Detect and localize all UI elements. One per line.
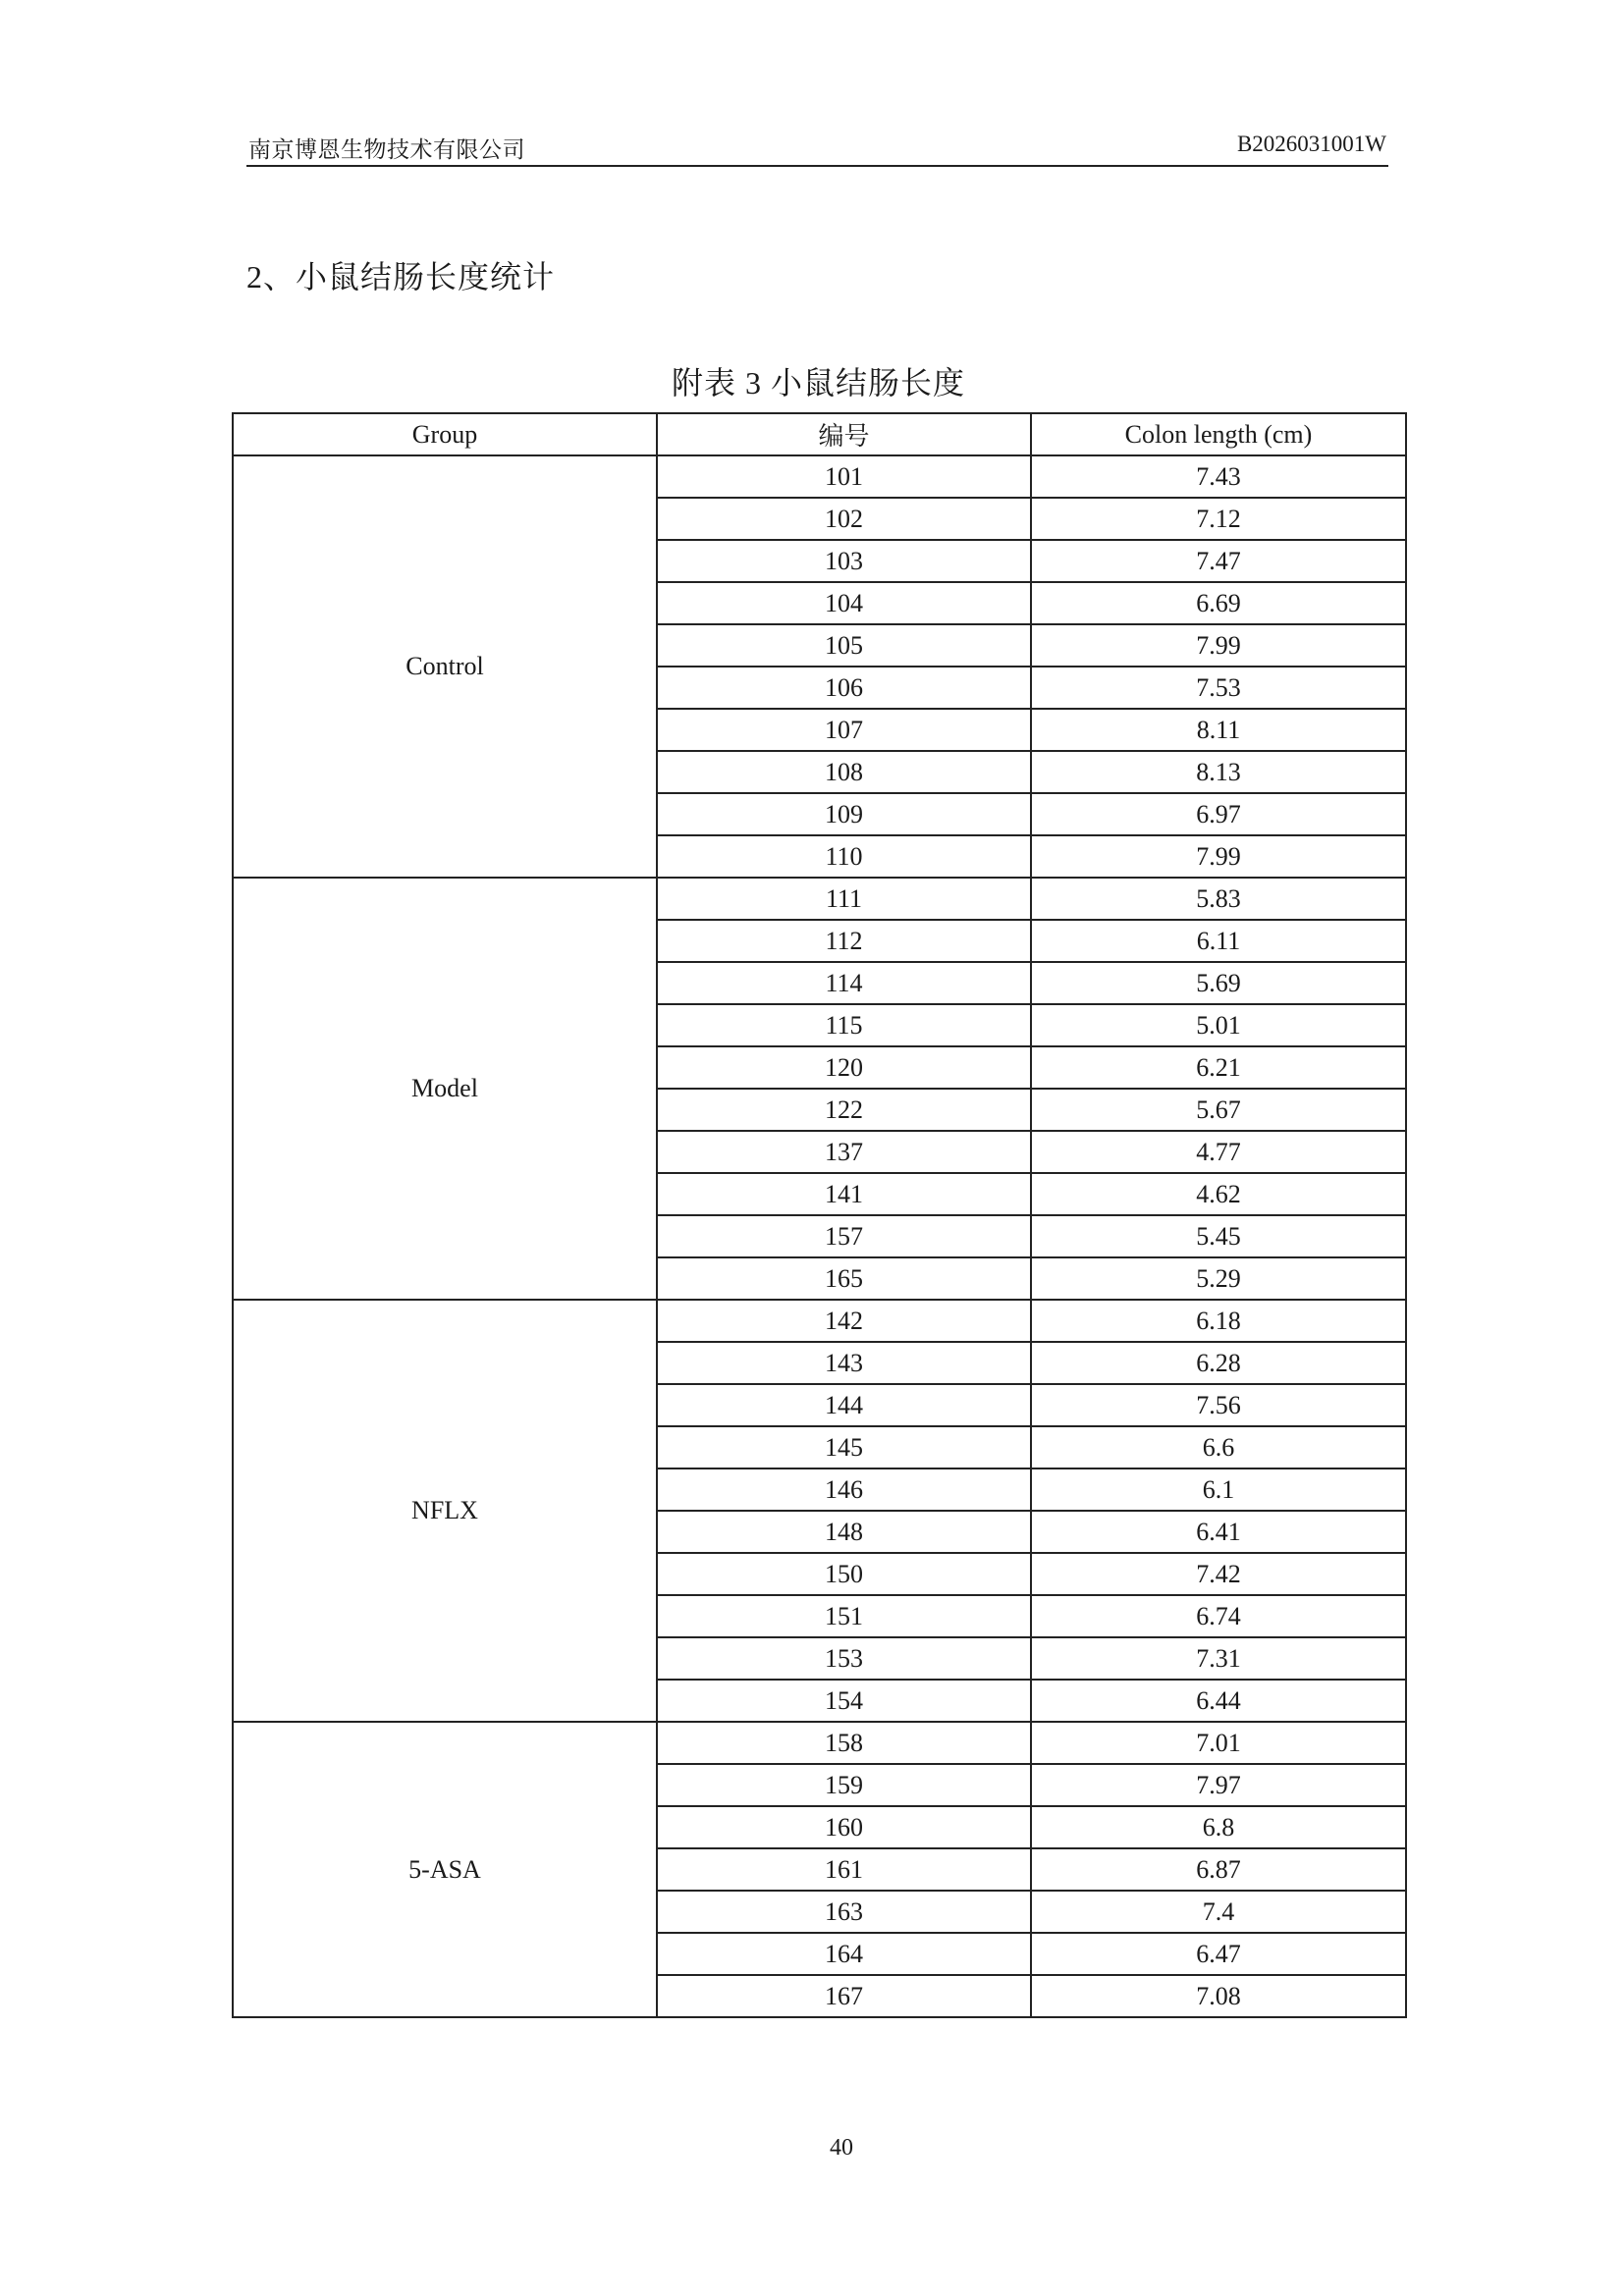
- colon-length-cell: 8.11: [1031, 709, 1406, 751]
- colon-length-cell: 6.47: [1031, 1933, 1406, 1975]
- column-header-group: Group: [233, 413, 657, 455]
- colon-length-cell: 4.77: [1031, 1131, 1406, 1173]
- table-row: [233, 1300, 1406, 1342]
- colon-length-cell: 7.31: [1031, 1637, 1406, 1680]
- animal-id-cell: 159: [657, 1764, 1031, 1806]
- colon-length-cell: 7.53: [1031, 667, 1406, 709]
- company-name: 南京博恩生物技术有限公司: [248, 137, 525, 162]
- animal-id-cell: 165: [657, 1257, 1031, 1300]
- animal-id-cell: 101: [657, 455, 1031, 498]
- colon-length-cell: 6.41: [1031, 1511, 1406, 1553]
- colon-length-cell: 6.8: [1031, 1806, 1406, 1848]
- animal-id-cell: 150: [657, 1553, 1031, 1595]
- colon-length-cell: 6.21: [1031, 1046, 1406, 1089]
- animal-id-cell: 120: [657, 1046, 1031, 1089]
- animal-id-cell: 144: [657, 1384, 1031, 1426]
- colon-length-cell: 7.56: [1031, 1384, 1406, 1426]
- animal-id-cell: 114: [657, 962, 1031, 1004]
- animal-id-cell: 143: [657, 1342, 1031, 1384]
- page-number: 40: [830, 2135, 853, 2161]
- group-cell: NFLX: [233, 1300, 657, 1722]
- colon-length-cell: 6.87: [1031, 1848, 1406, 1891]
- animal-id-cell: 103: [657, 540, 1031, 582]
- column-header-id: 编号: [657, 413, 1031, 455]
- animal-id-cell: 105: [657, 624, 1031, 667]
- animal-id-cell: 160: [657, 1806, 1031, 1848]
- colon-length-cell: 7.47: [1031, 540, 1406, 582]
- colon-length-cell: 5.29: [1031, 1257, 1406, 1300]
- colon-length-cell: 5.01: [1031, 1004, 1406, 1046]
- animal-id-cell: 163: [657, 1891, 1031, 1933]
- colon-length-cell: 7.4: [1031, 1891, 1406, 1933]
- group-cell: Control: [233, 455, 657, 878]
- animal-id-cell: 141: [657, 1173, 1031, 1215]
- colon-length-cell: 6.1: [1031, 1468, 1406, 1511]
- table-row: [233, 455, 1406, 498]
- table-header-row: [233, 413, 1406, 455]
- colon-length-cell: 5.69: [1031, 962, 1406, 1004]
- colon-length-cell: 7.99: [1031, 624, 1406, 667]
- colon-length-cell: 7.43: [1031, 455, 1406, 498]
- animal-id-cell: 153: [657, 1637, 1031, 1680]
- animal-id-cell: 158: [657, 1722, 1031, 1764]
- animal-id-cell: 164: [657, 1933, 1031, 1975]
- section-heading: 2、小鼠结肠长度统计: [246, 259, 556, 294]
- colon-length-cell: 5.45: [1031, 1215, 1406, 1257]
- animal-id-cell: 157: [657, 1215, 1031, 1257]
- animal-id-cell: 104: [657, 582, 1031, 624]
- colon-length-cell: 6.11: [1031, 920, 1406, 962]
- colon-length-cell: 6.6: [1031, 1426, 1406, 1468]
- animal-id-cell: 115: [657, 1004, 1031, 1046]
- animal-id-cell: 142: [657, 1300, 1031, 1342]
- animal-id-cell: 161: [657, 1848, 1031, 1891]
- colon-length-cell: 5.67: [1031, 1089, 1406, 1131]
- colon-length-table: [232, 412, 1407, 2018]
- colon-length-cell: 6.28: [1031, 1342, 1406, 1384]
- colon-length-cell: 7.12: [1031, 498, 1406, 540]
- colon-length-cell: 7.42: [1031, 1553, 1406, 1595]
- colon-length-cell: 7.01: [1031, 1722, 1406, 1764]
- animal-id-cell: 108: [657, 751, 1031, 793]
- animal-id-cell: 145: [657, 1426, 1031, 1468]
- colon-length-cell: 6.97: [1031, 793, 1406, 835]
- colon-length-cell: 7.99: [1031, 835, 1406, 878]
- colon-length-cell: 6.18: [1031, 1300, 1406, 1342]
- animal-id-cell: 122: [657, 1089, 1031, 1131]
- group-cell: 5-ASA: [233, 1722, 657, 2017]
- animal-id-cell: 110: [657, 835, 1031, 878]
- colon-length-cell: 4.62: [1031, 1173, 1406, 1215]
- animal-id-cell: 106: [657, 667, 1031, 709]
- colon-length-cell: 6.74: [1031, 1595, 1406, 1637]
- colon-length-cell: 8.13: [1031, 751, 1406, 793]
- column-header-colon-length: Colon length (cm): [1031, 413, 1406, 455]
- colon-length-cell: 7.08: [1031, 1975, 1406, 2017]
- colon-length-cell: 6.69: [1031, 582, 1406, 624]
- table-caption: 附表 3 小鼠结肠长度: [671, 365, 965, 400]
- animal-id-cell: 107: [657, 709, 1031, 751]
- animal-id-cell: 109: [657, 793, 1031, 835]
- report-code: B2026031001W: [1236, 132, 1386, 156]
- animal-id-cell: 148: [657, 1511, 1031, 1553]
- animal-id-cell: 112: [657, 920, 1031, 962]
- colon-length-cell: 5.83: [1031, 878, 1406, 920]
- animal-id-cell: 167: [657, 1975, 1031, 2017]
- animal-id-cell: 146: [657, 1468, 1031, 1511]
- animal-id-cell: 111: [657, 878, 1031, 920]
- page-header: [246, 128, 1388, 167]
- table-body: [233, 455, 1406, 2017]
- colon-length-cell: 6.44: [1031, 1680, 1406, 1722]
- animal-id-cell: 154: [657, 1680, 1031, 1722]
- table-row: [233, 878, 1406, 920]
- animal-id-cell: 137: [657, 1131, 1031, 1173]
- table-row: [233, 1722, 1406, 1764]
- colon-length-cell: 7.97: [1031, 1764, 1406, 1806]
- group-cell: Model: [233, 878, 657, 1300]
- animal-id-cell: 102: [657, 498, 1031, 540]
- animal-id-cell: 151: [657, 1595, 1031, 1637]
